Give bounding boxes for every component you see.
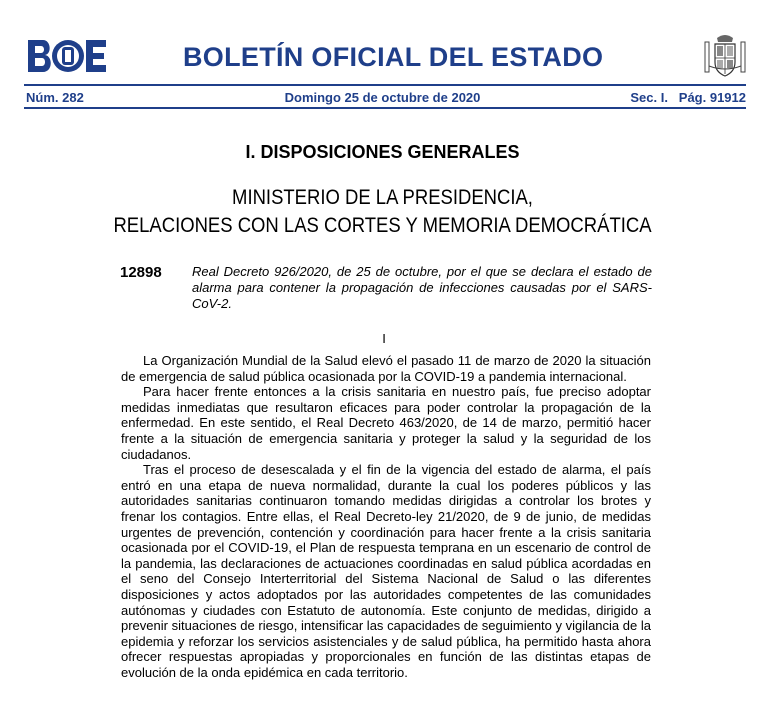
- decree-number: 12898: [120, 264, 162, 281]
- paragraph: Tras el proceso de desescalada y el fin de la vigencia del estado de alarma, el país entró en una etapa de nueva normalidad, durante la cual los poderes públicos y las autoridades sanitarias continuaron tomando medidas dirigidas a controlar los brotes y frenar los contagios. Entre ellas, el Real Decreto-ley 21/2020, de 9 de junio, de medidas urgentes de prevención, contención y coordinación para hacer frente a la crisis sanitaria ocasionada por el COVID-19, el Plan de respuesta temprana en un escenario de control de la pandemia, las declaraciones de actuaciones coordinadas en salud pública acordadas en el seno del Consejo Interterritorial del Sistema Nacional de Salud o las diferentes disposiciones y actos adoptados por las autoridades competentes de las comunidades autónomas y ciudades con Estatuto de autonomía. Este conjunto de medidas, dirigido a prevenir situaciones de riesgo, intensificar las capacidades de seguimiento y vigilancia de la epidemia y reforzar los servicios asistenciales y de salud pública, ha permitido hasta ahora ofrecer respuestas apropiadas y proporcionales en función de las distintas etapas de evolución de la onda epidémica en cada territorio.: [121, 462, 651, 680]
- coat-of-arms-icon: [703, 32, 747, 80]
- paragraph: Para hacer frente entonces a la crisis sanitaria en nuestro país, fue preciso adoptar medidas inmediatas que resultaron eficaces para poder controlar la propagación de la enfermedad. En este sentido, el Real Decreto 463/2020, de 14 de marzo, permitió hacer frente a la situación de emergencia sanitaria y proteger la salud y la seguridad de los ciudadanos.: [121, 384, 651, 462]
- header-rule-bottom: [24, 107, 746, 109]
- page-header: [0, 0, 765, 110]
- issue-date: Domingo 25 de octubre de 2020: [284, 90, 481, 105]
- section-title: I. DISPOSICIONES GENERALES: [245, 142, 520, 162]
- decree-title: Real Decreto 926/2020, de 25 de octubre, por el que se declara el estado de alarma para contener la propagación de infecciones causadas por el SARS-CoV-2.: [192, 264, 652, 311]
- issue-number: Núm. 282: [26, 90, 84, 105]
- roman-heading: I: [382, 331, 386, 346]
- ministry-name: [46, 184, 719, 240]
- body-text: [121, 353, 651, 680]
- boe-logo: [26, 38, 108, 74]
- header-rule-top: [24, 84, 746, 86]
- paragraph: La Organización Mundial de la Salud elevó el pasado 11 de marzo de 2020 la situación de emergencia de salud pública ocasionada por la COVID-19 a pandemia internacional.: [121, 353, 651, 384]
- ministry-line-2: RELACIONES CON LAS CORTES Y MEMORIA DEMOCRÁTICA: [113, 214, 652, 237]
- publication-title: BOLETÍN OFICIAL DEL ESTADO: [183, 42, 604, 72]
- ministry-line-1: MINISTERIO DE LA PRESIDENCIA,: [232, 186, 533, 209]
- section-page: Sec. I. Pág. 91912: [630, 90, 746, 105]
